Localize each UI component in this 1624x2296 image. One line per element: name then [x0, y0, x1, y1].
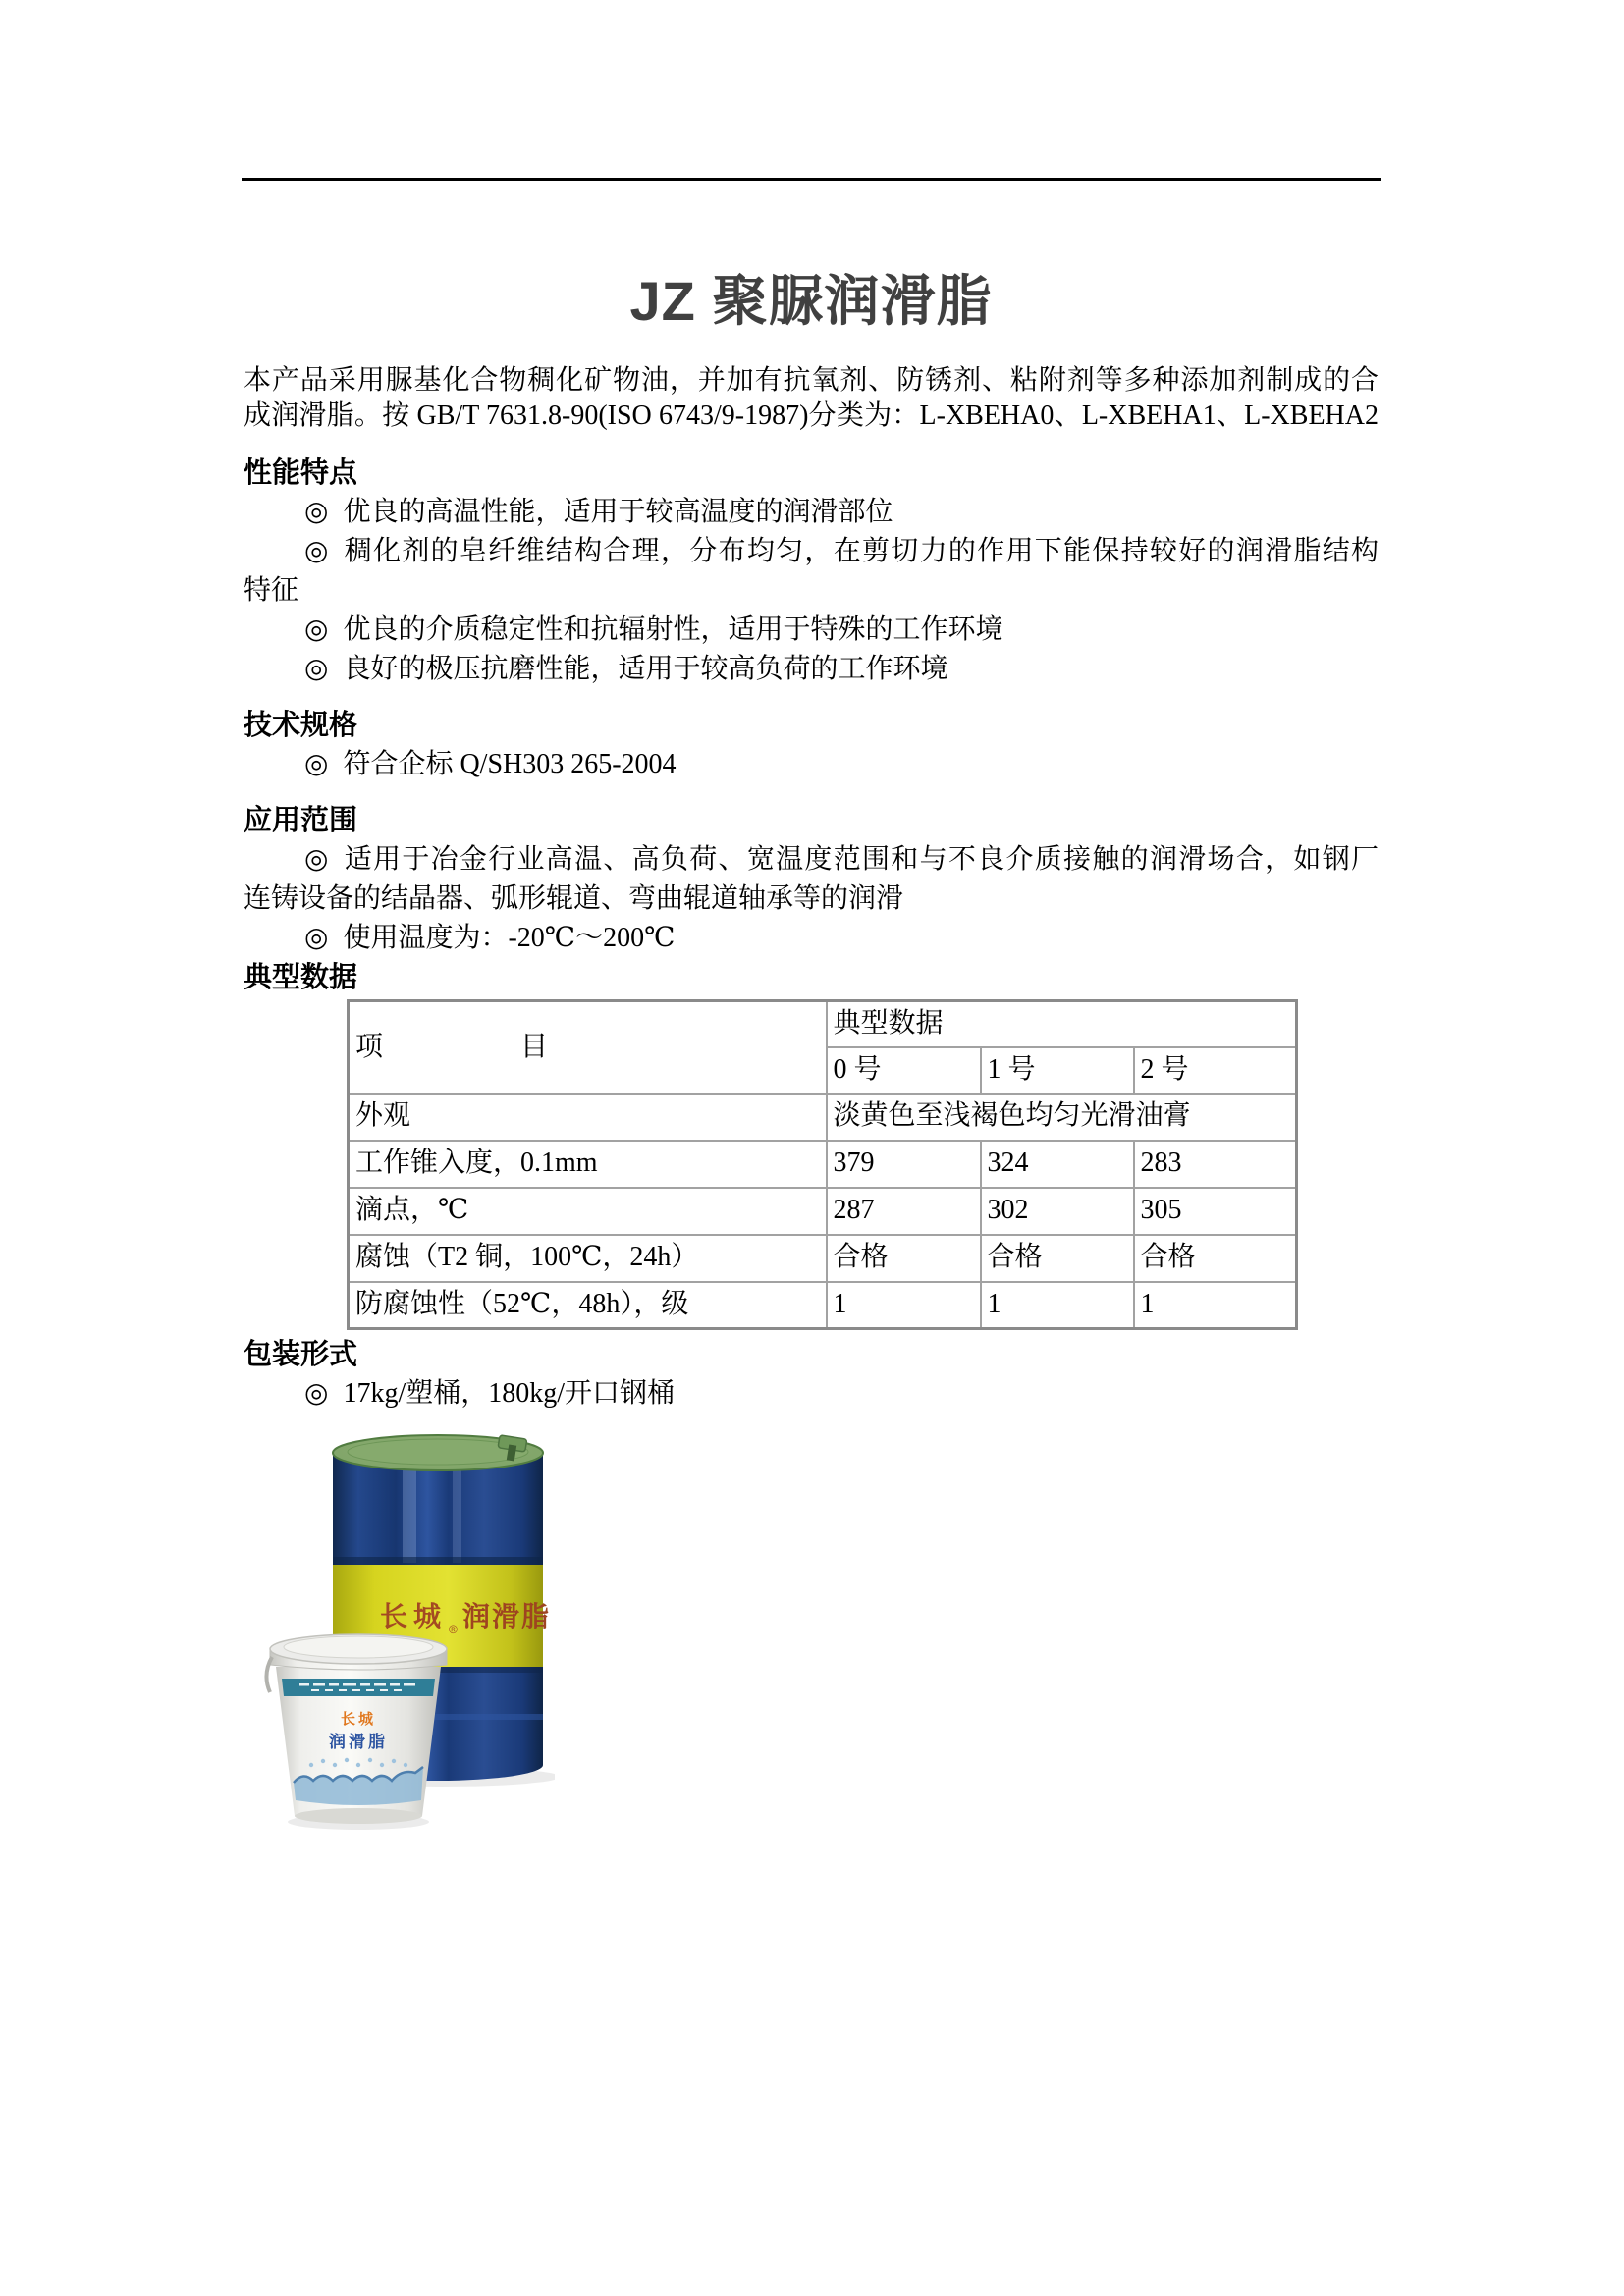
drum-brand-text: 长城: [380, 1601, 448, 1631]
row-value-span: 淡黄色至浅褐色均匀光滑油膏: [827, 1094, 1297, 1141]
bullet-icon: ◎: [304, 536, 330, 566]
heading-packaging: 包装形式: [244, 1339, 358, 1370]
row-label: 腐蚀（T2 铜，100℃，24h）: [349, 1235, 827, 1282]
plastic-bucket-illustration: [266, 1634, 447, 1830]
table-header-item: 项 目: [349, 1001, 827, 1094]
table-header-grade-2: 2 号: [1134, 1047, 1297, 1094]
bullet-icon: ◎: [304, 923, 329, 953]
bullet-text: 适用于冶金行业高温、高负荷、宽温度范围和与不良介质接触的润滑场合，如钢厂: [344, 844, 1379, 875]
row-label: 外观: [349, 1094, 827, 1141]
row-label: 工作锥入度，0.1mm: [349, 1141, 827, 1188]
bullet-text: 良好的极压抗磨性能，适用于较高负荷的工作环境: [343, 654, 948, 684]
row-value: 324: [981, 1141, 1134, 1188]
typical-data-table: [347, 999, 1298, 1330]
row-value: 合格: [1134, 1235, 1297, 1282]
row-value: 合格: [827, 1235, 981, 1282]
row-value: 1: [1134, 1282, 1297, 1329]
product-photo: [260, 1431, 555, 1834]
bullet-icon: ◎: [304, 749, 329, 779]
table-row: [349, 1094, 1297, 1141]
bucket-wave-pattern: [294, 1758, 423, 1805]
bullet-packaging-1: [244, 1374, 1379, 1414]
bullet-icon: ◎: [304, 654, 329, 684]
bullet-text: 17kg/塑桶，180kg/开口钢桶: [343, 1378, 675, 1409]
table-header-grade-1: 1 号: [981, 1047, 1134, 1094]
bullet-text: 优良的介质稳定性和抗辐射性，适用于特殊的工作环境: [343, 614, 1003, 645]
page-title: JZ 聚脲润滑脂: [629, 270, 993, 332]
table-header-group: 典型数据: [827, 1001, 1297, 1047]
drum-product-text: 润滑脂: [462, 1601, 552, 1631]
table-row: [349, 1188, 1297, 1235]
bullet-performance-2: [244, 532, 1379, 571]
table-header-grade-0: 0 号: [827, 1047, 981, 1094]
bullet-icon: ◎: [304, 844, 330, 875]
intro-line-1: 本产品采用脲基化合物稠化矿物油，并加有抗氧剂、防锈剂、粘附剂等多种添加剂制成的合: [244, 365, 1379, 396]
bullet-text: 符合企标 Q/SH303 265-2004: [343, 749, 677, 779]
bucket-brand-text: 长城: [340, 1711, 377, 1728]
table-row: [349, 1282, 1297, 1329]
bullet-performance-1: [244, 493, 1379, 532]
heading-application: 应用范围: [244, 805, 358, 836]
row-value: 1: [981, 1282, 1134, 1329]
bullet-application-2: [244, 919, 1379, 958]
header-rule: [242, 178, 1381, 181]
bullet-application-1-continuation: 连铸设备的结晶器、弧形辊道、弯曲辊道轴承等的润滑: [244, 883, 904, 914]
row-label: 滴点，℃: [349, 1188, 827, 1235]
table-row: [349, 1141, 1297, 1188]
row-value: 合格: [981, 1235, 1134, 1282]
drum-reg-mark: ®: [449, 1623, 458, 1636]
row-value: 283: [1134, 1141, 1297, 1188]
bullet-performance-4: [244, 650, 1379, 689]
bullet-text: 稠化剂的皂纤维结构合理，分布均匀，在剪切力的作用下能保持较好的润滑脂结构: [344, 536, 1379, 566]
bullet-text: 使用温度为：-20℃～200℃: [343, 923, 676, 953]
heading-spec: 技术规格: [244, 710, 358, 741]
heading-typical-data: 典型数据: [244, 962, 358, 993]
table-row: [349, 1235, 1297, 1282]
row-value: 305: [1134, 1188, 1297, 1235]
intro-line-2: 成润滑脂。按 GB/T 7631.8-90(ISO 6743/9-1987)分类为：L-XBEHA0、L-XBEHA1、L-XBEHA2: [244, 400, 1379, 431]
bucket-product-text: 润滑脂: [329, 1733, 388, 1751]
bullet-performance-3: [244, 611, 1379, 650]
row-label: 防腐蚀性（52℃，48h），级: [349, 1282, 827, 1329]
row-value: 1: [827, 1282, 981, 1329]
bullet-performance-2-continuation: 特征: [244, 575, 299, 606]
row-value: 302: [981, 1188, 1134, 1235]
bullet-icon: ◎: [304, 1378, 329, 1409]
bullet-spec-1: [244, 745, 1379, 784]
bullet-icon: ◎: [304, 614, 329, 645]
row-value: 287: [827, 1188, 981, 1235]
bullet-text: 优良的高温性能，适用于较高温度的润滑部位: [343, 497, 893, 527]
bullet-icon: ◎: [304, 497, 329, 527]
bullet-application-1: [244, 840, 1379, 880]
row-value: 379: [827, 1141, 981, 1188]
heading-performance: 性能特点: [244, 457, 358, 489]
